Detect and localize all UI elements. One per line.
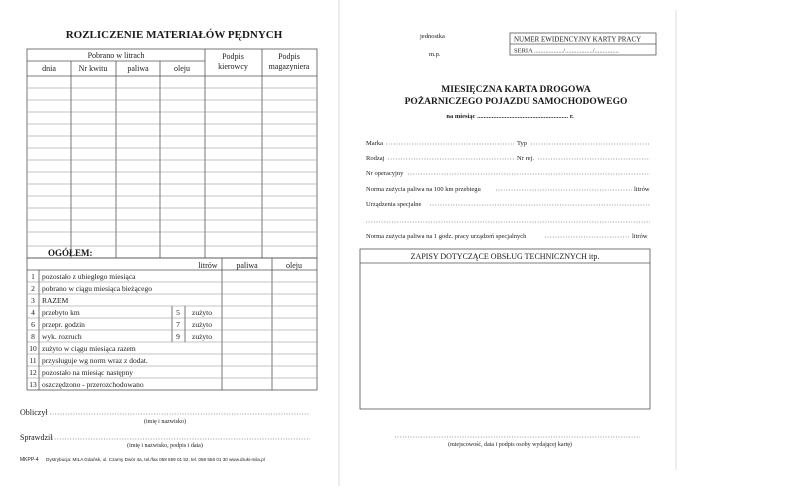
total-label: OGÓŁEM: xyxy=(48,248,93,258)
field-norm100-unit: litrów xyxy=(634,186,650,193)
summary-row xyxy=(29,380,144,389)
row-label: pozostało z ubiegłego miesiąca xyxy=(42,272,136,281)
row-label: pobrano w ciągu miesiąca bieżącego xyxy=(42,284,152,293)
row-sub-number: 5 xyxy=(176,308,180,317)
summary-row xyxy=(29,344,136,353)
row-label: pozostało na miesiąc następny xyxy=(42,368,134,377)
stamp-label: m.p. xyxy=(429,51,441,58)
calculated-label: Obliczył xyxy=(20,408,48,417)
row-label: oszczędzono - przerozchodowano xyxy=(42,380,144,389)
unit-label: jednostka xyxy=(420,33,445,40)
row-sub-number: 9 xyxy=(176,332,180,341)
field-normhour-label: Norma zużycia paliwa na 1 godz. pracy urządzeń specjalnych xyxy=(366,233,527,240)
col-oleju: oleju xyxy=(174,64,190,73)
row-number: 11 xyxy=(29,356,37,365)
field-special-label: Urządzenia specjalne xyxy=(366,201,422,208)
row-label: przysługuje wg norm wraz z dodat. xyxy=(42,356,148,365)
summary-row xyxy=(31,284,152,293)
series-label: SERIA ................../................./............... xyxy=(514,47,619,55)
summary-row xyxy=(31,272,136,281)
row-number: 3 xyxy=(31,296,35,305)
row-sub-number: 7 xyxy=(176,320,180,329)
row-number: 4 xyxy=(31,308,35,317)
checked-caption: (imię i nazwisko, podpis i data) xyxy=(127,443,203,449)
card-number-label: NUMER EWIDENCYJNY KARTY PRACY xyxy=(514,35,642,44)
row-number: 10 xyxy=(29,344,37,353)
col-driver-sign-2: kierowcy xyxy=(218,62,248,71)
service-box-title: ZAPISY DOTYCZĄCE OBSŁUG TECHNICZNYCH itp. xyxy=(410,252,600,261)
field-make-label: Marka xyxy=(366,140,383,147)
col-nr-kwitu: Nr kwitu xyxy=(78,64,108,73)
summary-header-oleju: oleju xyxy=(286,261,302,270)
row-label: przepr. godzin xyxy=(42,320,85,329)
row-number: 8 xyxy=(31,332,35,341)
col-dnia: dnia xyxy=(42,64,56,73)
summary-row xyxy=(29,356,148,365)
summary-header-paliwa: paliwa xyxy=(236,261,258,270)
field-type-label: Typ xyxy=(517,140,528,147)
col-store-sign-1: Podpis xyxy=(278,52,300,61)
field-reg-label: Nr rej. xyxy=(517,155,534,162)
row-number: 13 xyxy=(29,380,37,389)
field-op-label: Nr operacyjny xyxy=(366,170,404,177)
col-store-sign-2: magazyniera xyxy=(268,62,310,71)
checked-label: Sprawdził xyxy=(20,433,53,442)
row-number: 12 xyxy=(29,368,37,377)
col-driver-sign-1: Podpis xyxy=(222,52,244,61)
calculated-caption: (imię i nazwisko) xyxy=(144,419,186,425)
summary-header-litrow: litrów xyxy=(198,261,218,270)
month-label: na miesiąc ........................................................ r. xyxy=(446,113,574,120)
issuer-caption: (miejscowość, data i podpis osoby wydającej kartę) xyxy=(448,442,572,448)
row-label: RAZEM xyxy=(42,296,69,305)
row-number: 6 xyxy=(31,320,35,329)
row-label: wyk. rozruch xyxy=(42,332,82,341)
field-norm100-label: Norma zużycia paliwa na 100 km przebiegu xyxy=(366,186,481,193)
card-title-line2: POŻARNICZEGO POJAZDU SAMOCHODOWEGO xyxy=(404,97,628,107)
row-number: 1 xyxy=(31,272,35,281)
summary-row xyxy=(29,368,133,377)
col-paliwa: paliwa xyxy=(127,64,149,73)
row-label: przebyto km xyxy=(42,308,80,317)
row-number: 2 xyxy=(31,284,35,293)
distributor-info: Dystrybucja: MILA Gdańsk, ul. Czarny Dwór 4a, tel./fax 058 559 01 52, tel. 058 556 01 30 www.druki-mila.pl xyxy=(46,457,265,462)
row-sub-label: zużyto xyxy=(192,320,212,329)
form-code: MKPP-4 xyxy=(20,457,39,463)
header-group-label: Pobrano w litrach xyxy=(87,51,145,60)
row-sub-label: zużyto xyxy=(192,308,212,317)
field-kind-label: Rodzaj xyxy=(366,155,385,162)
field-normhour-unit: litrów xyxy=(632,233,648,240)
row-label: zużyto w ciągu miesiąca razem xyxy=(42,344,136,353)
row-sub-label: zużyto xyxy=(192,332,212,341)
left-title: ROZLICZENIE MATERIAŁÓW PĘDNYCH xyxy=(65,29,283,41)
card-title-line1: MIESIĘCZNA KARTA DROGOWA xyxy=(441,85,591,95)
